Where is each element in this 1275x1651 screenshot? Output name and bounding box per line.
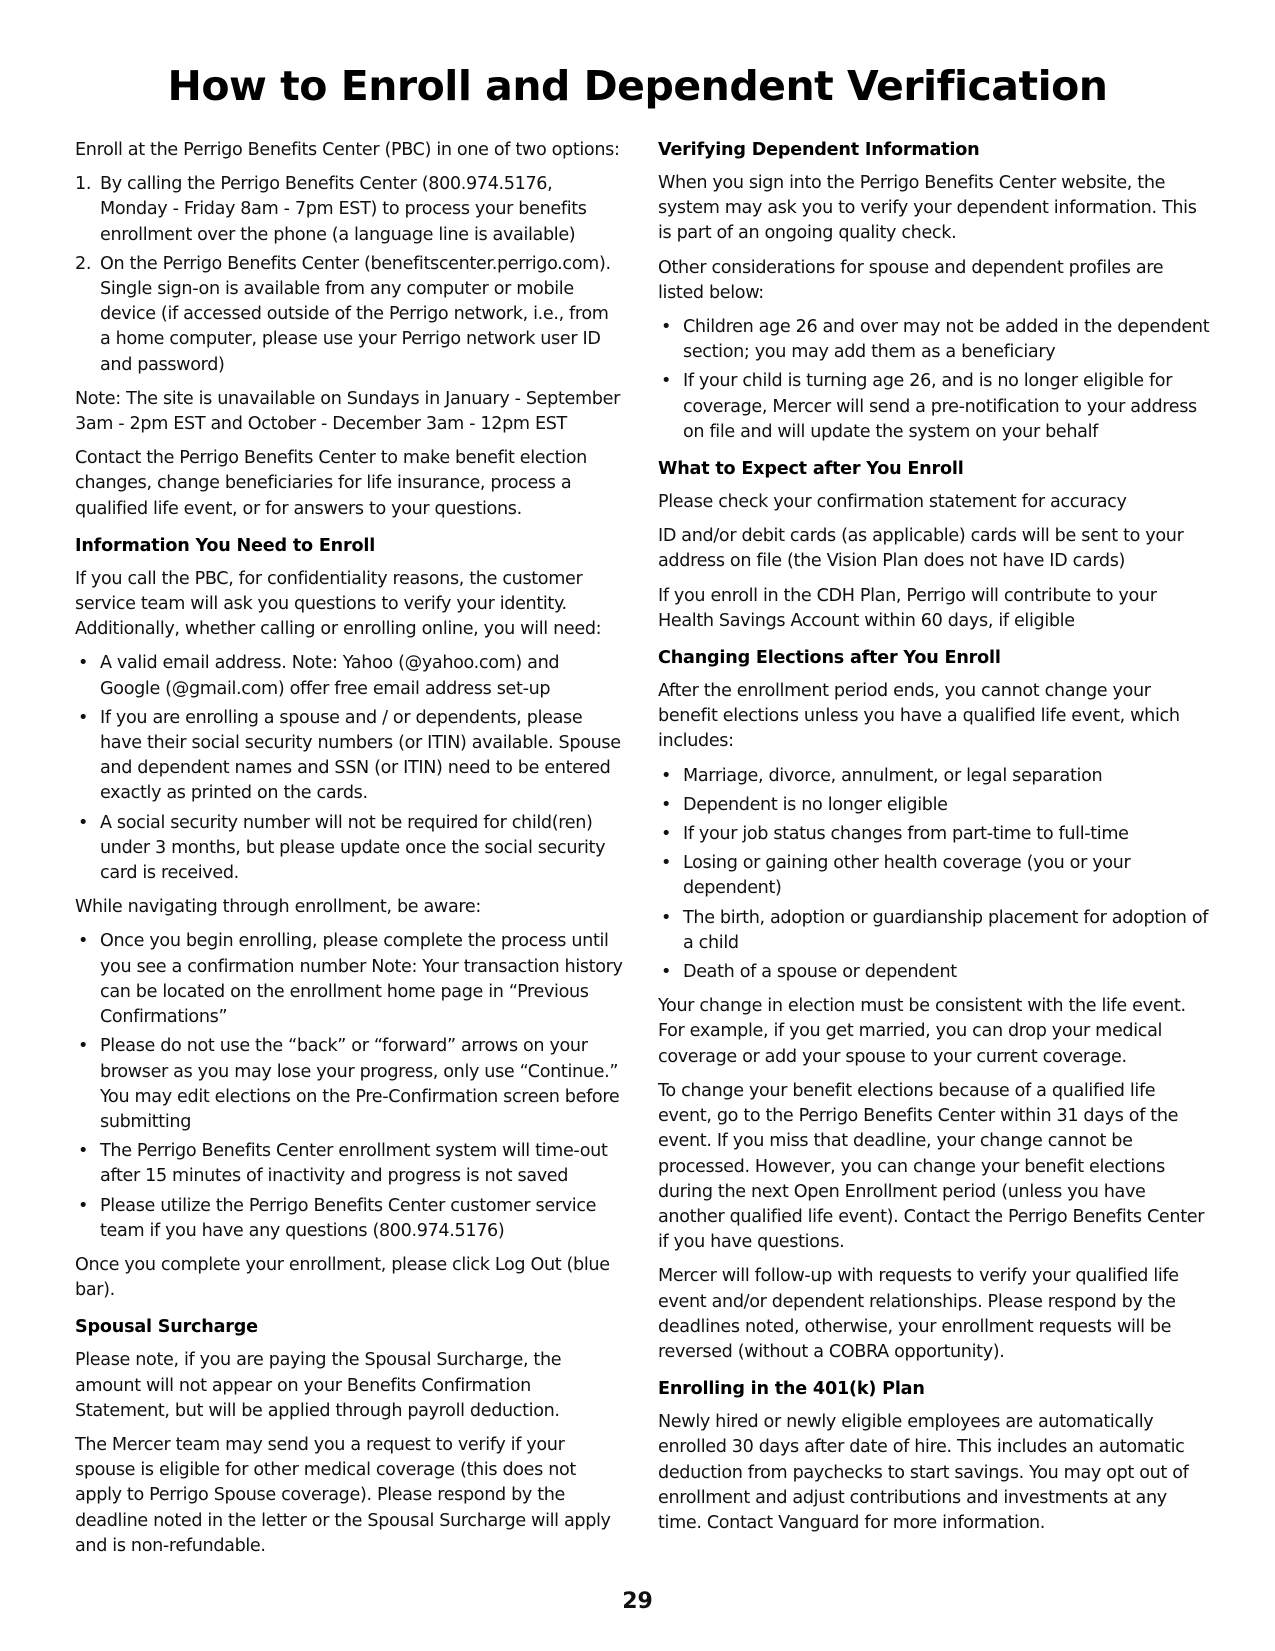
page-number: 29: [622, 1589, 653, 1614]
list-item: • Please utilize the Perrigo Benefits Center customer service team if you have any questions (800.974.5176): [78, 1195, 597, 1241]
list-item: • If your job status changes from part-time to full-time: [658, 822, 1214, 847]
bullet-icon: •: [78, 1036, 89, 1057]
list-item: • The birth, adoption or guardianship placement for adoption of a child: [661, 907, 1209, 953]
bullet-icon: •: [661, 794, 672, 815]
list-item: • Marriage, divorce, annulment, or legal separation: [658, 764, 1214, 789]
info-bullets: [75, 651, 623, 886]
section-heading-info-needed: Information You Need to Enroll: [75, 535, 376, 556]
section-heading-spousal-surcharge: Spousal Surcharge: [75, 1317, 258, 1338]
bullet-icon: •: [661, 317, 672, 338]
list-item: • Losing or gaining other health coverage (you or your dependent): [661, 853, 1131, 899]
section-heading-changing-elections: Changing Elections after You Enroll: [658, 648, 1001, 669]
right-column: [658, 138, 1214, 1545]
bullet-icon: •: [78, 931, 89, 952]
bullet-icon: •: [661, 853, 672, 874]
navigating-paragraph: While navigating through enrollment, be aware:: [75, 897, 481, 918]
left-column: [75, 138, 623, 1568]
section-heading-401k: Enrolling in the 401(k) Plan: [658, 1379, 925, 1400]
list-item: • Children age 26 and over may not be added in the dependent section; you may add them as a beneficiary: [661, 317, 1210, 363]
enroll-options-list: [75, 172, 623, 378]
verify-paragraph: When you sign into the Perrigo Benefits Center website, the system may ask you to verify your dependent information. This is part of an ongoing quality check.: [658, 173, 1197, 244]
list-item: • If your child is turning age 26, and is no longer eligible for coverage, Mercer will send a pre-notification to your address on file and will update the system on your behalf: [661, 371, 1197, 442]
bullet-icon: •: [661, 765, 672, 786]
list-item: • A social security number will not be required for child(ren) under 3 months, but please update once the social security card is received.: [78, 812, 606, 884]
bullet-icon: •: [661, 907, 672, 928]
changing-paragraph: Your change in election must be consistent with the life event. For example, if you get married, you can drop your medical coverage or add your spouse to your current coverage.: [658, 996, 1186, 1067]
changing-paragraph: After the enrollment period ends, you cannot change your benefit elections unless you have a qualified life event, which includes:: [658, 681, 1180, 752]
list-number: 1.: [75, 174, 92, 195]
bullet-icon: •: [78, 1141, 89, 1162]
section-heading-verifying-dependents: Verifying Dependent Information: [658, 140, 980, 160]
spousal-paragraph: The Mercer team may send you a request to verify if your spouse is eligible for other medical coverage (this does not apply to Perrigo Spouse coverage). Please respond by the deadline noted in the letter or the Spousal Surcharge will apply and is non-refundable.: [75, 1434, 611, 1556]
enroll-intro: Enroll at the Perrigo Benefits Center (PBC) in one of two options:: [75, 140, 620, 160]
enroll-option: [75, 252, 623, 378]
expect-paragraph: ID and/or debit cards (as applicable) cards will be sent to your address on file (the Vision Plan does not have ID cards): [658, 526, 1184, 572]
bullet-icon: •: [78, 812, 89, 833]
site-availability-note: Note: The site is unavailable on Sundays in January - September 3am - 2pm EST and October - December 3am - 12pm EST: [75, 388, 620, 435]
section-heading-what-to-expect: What to Expect after You Enroll: [658, 459, 964, 480]
verify-bullets: [658, 315, 1214, 445]
list-item: • The Perrigo Benefits Center enrollment system will time-out after 15 minutes of inactivity and progress is not saved: [78, 1141, 608, 1187]
navigating-bullets: [75, 929, 623, 1243]
list-item: • A valid email address. Note: Yahoo (@yahoo.com) and Google (@gmail.com) offer free email address set-up: [78, 653, 560, 699]
page-title: How to Enroll and Dependent Verification: [167, 62, 1108, 110]
list-item: • Dependent is no longer eligible: [658, 793, 1214, 818]
contact-paragraph: Contact the Perrigo Benefits Center to make benefit election changes, change beneficiaries for life insurance, process a qualified life event, or for answers to your questions.: [75, 448, 587, 519]
list-item: • Once you begin enrolling, please complete the process until you see a confirmation number Note: Your transaction history can be located on the enrollment home page in “Previous Confirmations”: [78, 931, 623, 1028]
bullet-icon: •: [661, 962, 672, 983]
enroll-option: [75, 172, 623, 248]
bullet-icon: •: [661, 371, 672, 392]
info-paragraph: If you call the PBC, for confidentiality reasons, the customer service team will ask you questions to verify your identity. Additionally, whether calling or enrolling online, you will need:: [75, 568, 602, 640]
bullet-icon: •: [78, 1195, 89, 1216]
expect-paragraph: Please check your confirmation statement for accuracy: [658, 492, 1127, 513]
401k-paragraph: Newly hired or newly eligible employees are automatically enrolled 30 days after date of hire. This includes an automatic deduction from paychecks to start savings. You may opt out of enrollment and adjust contributions and investments at any time. Contact Vanguard for more information.: [658, 1412, 1189, 1533]
list-number: 2.: [75, 253, 92, 274]
enroll-option-text: By calling the Perrigo Benefits Center (800.974.5176, Monday - Friday 8am - 7pm EST) to process your benefits enrollment over the phone (a language line is available): [100, 174, 587, 245]
enroll-option-text: On the Perrigo Benefits Center (benefitscenter.perrigo.com). Single sign-on is available from any computer or mobile device (if accessed outside of the Perrigo network, i.e., from a home computer, please use your Perrigo network user ID and password): [100, 253, 611, 375]
list-item: • Please do not use the “back” or “forward” arrows on your browser as you may lose your progress, only use “Continue.” You may edit elections on the Pre-Confirmation screen before submitting: [78, 1036, 620, 1132]
logout-paragraph: Once you complete your enrollment, please click Log Out (blue bar).: [75, 1254, 610, 1301]
verify-paragraph: Other considerations for spouse and dependent profiles are listed below:: [658, 257, 1164, 303]
list-item: • If you are enrolling a spouse and / or dependents, please have their social security numbers (or ITIN) available. Spouse and dependent names and SSN (or ITIN) need to be entered exactly as printed on the cards.: [78, 707, 621, 804]
list-item: • Death of a spouse or dependent: [658, 960, 1214, 985]
changing-paragraph: To change your benefit elections because of a qualified life event, go to the Perrigo Benefits Center within 31 days of the event. If you miss that deadline, your change cannot be processed. However, you can change your benefit elections during the next Open Enrollment period (unless you have another qualified life event). Contact the Perrigo Benefits Center if you have questions.: [658, 1080, 1205, 1253]
spousal-paragraph: Please note, if you are paying the Spousal Surcharge, the amount will not appear on your Benefits Confirmation Statement, but will be applied through payroll deduction.: [75, 1350, 562, 1421]
expect-paragraph: If you enroll in the CDH Plan, Perrigo will contribute to your Health Savings Account within 60 days, if eligible: [658, 585, 1157, 631]
bullet-icon: •: [661, 824, 672, 845]
bullet-icon: •: [78, 653, 89, 674]
bullet-icon: •: [78, 707, 89, 728]
changing-paragraph: Mercer will follow-up with requests to verify your qualified life event and/or dependent relationships. Please respond by the deadlines noted, otherwise, your enrollment requests will be reversed (without a COBRA opportunity).: [658, 1266, 1179, 1362]
qualified-life-events-list: [658, 764, 1214, 986]
